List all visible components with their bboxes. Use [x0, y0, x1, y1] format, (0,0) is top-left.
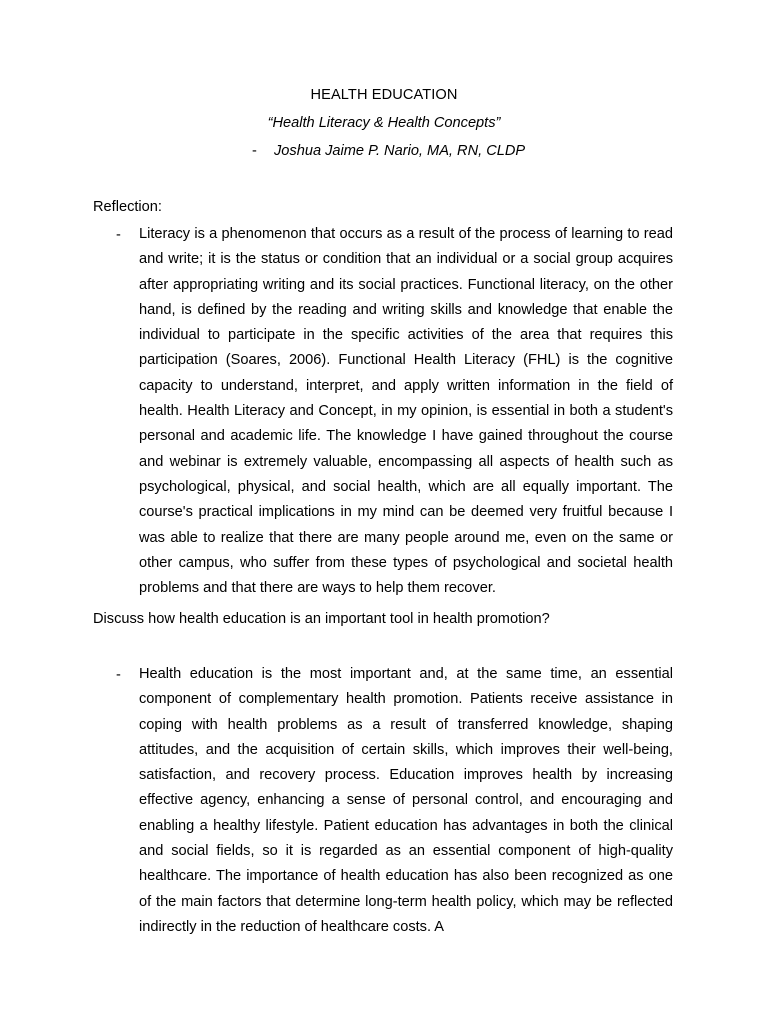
bullet-dash: -: [116, 667, 121, 683]
bullet-dash: -: [116, 227, 121, 243]
section-heading-discuss: Discuss how health education is an important tool in health promotion?: [93, 611, 550, 627]
health-education-paragraph: Health education is the most important and, at the same time, an essential component of complementary health promotion. Patients receive assistance in coping with health problems as a result of transferred knowledge, shaping attitudes, and the acquisition of certain skills, which improves their well-being, satisfaction, and recovery process. Education improves health by increasing effective agency, enhancing a sense of personal control, and encouraging and enabling a healthy lifestyle. Patient education has advantages in both the clinical and social fields, so it is regarded as an essential component of high-quality healthcare. The importance of health education has also been recognized as one of the main factors that determine long-term health policy, which may be reflected indirectly in the reduction of healthcare costs. A: [139, 666, 673, 935]
document-subtitle: “Health Literacy & Health Concepts”: [267, 115, 501, 131]
author-dash: -: [252, 143, 257, 159]
reflection-paragraph: Literacy is a phenomenon that occurs as a result of the process of learning to read and write; it is the status or condition that an individual or a social group acquires after appropriating writing and its social practices. Functional literacy, on the other hand, is defined by the reading and writing skills and knowledge that enable the individual to participate in the specific activities of the area that requires this participation (Soares, 2006). Functional Health Literacy (FHL) is the cognitive capacity to understand, interpret, and apply written information in the field of health. Health Literacy and Concept, in my opinion, is essential in both a student's personal and academic life. The knowledge I have gained throughout the course and webinar is extremely valuable, encompassing all aspects of health such as psychological, physical, and social health, which are all equally important. The course's practical implications in my mind can be deemed very fruitful because I was able to realize that there are many people around me, even on the same or other campus, who suffer from these types of psychological and societal health problems and that there are ways to help them recover.: [139, 226, 673, 597]
document-author: Joshua Jaime P. Nario, MA, RN, CLDP: [274, 143, 526, 159]
section-heading-reflection: Reflection:: [93, 199, 162, 215]
document-title: HEALTH EDUCATION: [310, 87, 458, 103]
